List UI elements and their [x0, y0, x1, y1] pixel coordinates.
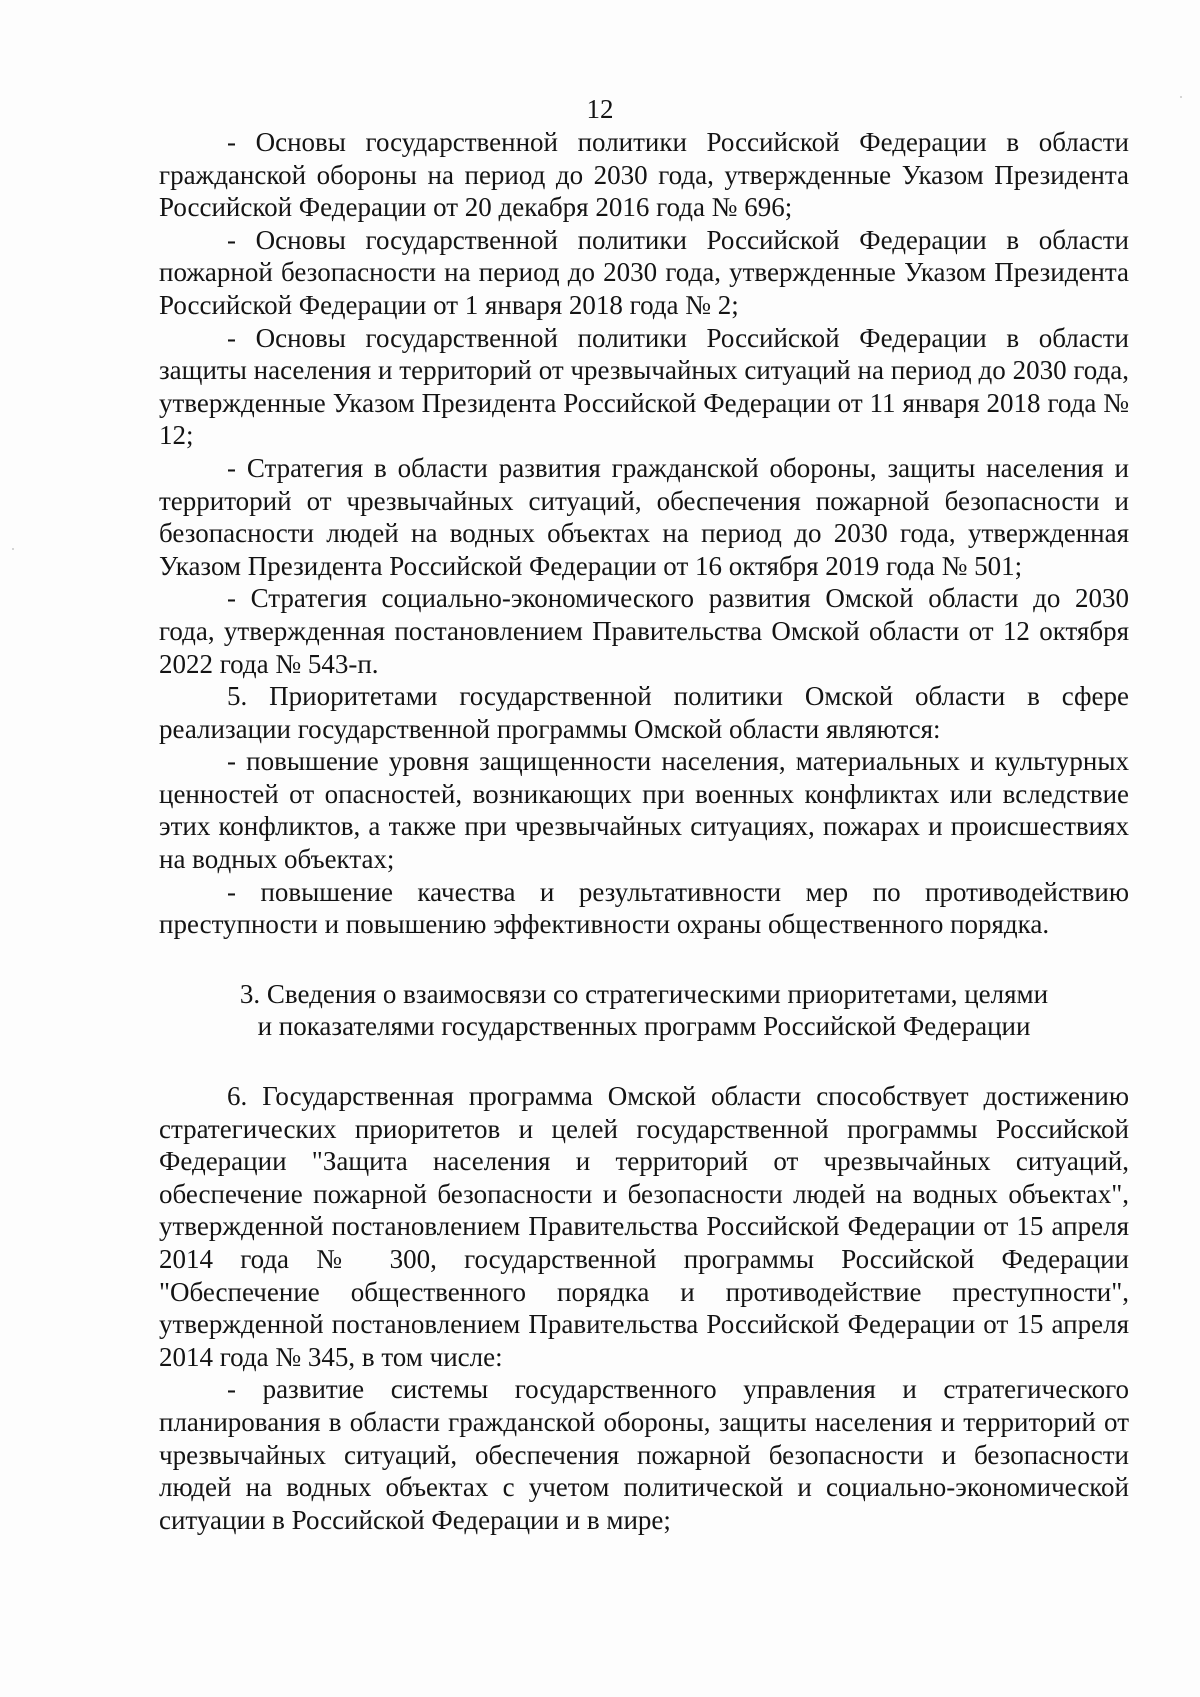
paragraph-priorities-intro: 5. Приоритетами государственной политики Омской области в сфере реализации государственной программы Омской области являются: — [159, 681, 1129, 744]
paragraph-priority-protection-level: - повышение уровня защищенности населения, материальных и культурных ценностей от опасностей, возникающих при военных конфликтах или вследствие этих конфликтов, а также при чрезвычайных ситуациях, пожарах и происшествиях на водных объектах; — [159, 746, 1129, 875]
paragraph-emergency-protection-basics: - Основы государственной политики Российской Федерации в области защиты населения и территорий от чрезвычайных ситуаций на период до 2030 года, утвержденные Указом Президента Российской Федерации от 11 января 2018 года № 12; — [159, 322, 1129, 451]
paragraph-program-contribution: 6. Государственная программа Омской области способствует достижению стратегических приоритетов и целей государственной программы Российской Федерации "Защита населения и территорий от чрезвычайных ситуаций, обеспечение пожарной безопасности и безопасности людей на водных объектах", утвержденной постановлением Правительства Российской Федерации от 15 апреля 2014 года № 300, государственной программы Российской Федерации "Обеспечение общественного порядка и противодействие преступности", утвержденной постановлением Правительства Российской Федерации от 15 апреля 2014 года № 345, в том числе: — [159, 1081, 1129, 1372]
section-heading-line-2: и показателями государственных программ Российской Федерации — [257, 1011, 1031, 1042]
paragraph-fire-safety-basics: - Основы государственной политики Российской Федерации в области пожарной безопасности на период до 2030 года, утвержденные Указом Президента Российской Федерации от 1 января 2018 года № 2; — [159, 224, 1129, 320]
section-heading-line-1: 3. Сведения о взаимосвязи со стратегическими приоритетами, целями — [239, 978, 1049, 1009]
page-number: 12 — [586, 94, 614, 124]
paragraph-priority-crime-countermeasures: - повышение качества и результативности мер по противодействию преступности и повышению эффективности охраны общественного порядка. — [159, 876, 1129, 940]
paragraph-civil-defense-strategy: - Стратегия в области развития гражданской обороны, защиты населения и территорий от чрезвычайных ситуаций, обеспечения пожарной безопасности и безопасности людей на водных объектах на период до 2030 года, утвержденная Указом Президента Российской Федерации от 16 октября 2019 года № 501; — [159, 452, 1129, 581]
paragraph-civil-defense-basics: - Основы государственной политики Российской Федерации в области гражданской обороны на период до 2030 года, утвержденные Указом Президента Российской Федерации от 20 декабря 2016 года № 696; — [159, 127, 1129, 223]
scan-artifact — [12, 548, 14, 550]
paragraph-omsk-socioeconomic-strategy: - Стратегия социально-экономического развития Омской области до 2030 года, утвержденная постановлением Правительства Омской области от 12 октября 2022 года № 543-п. — [159, 583, 1129, 679]
section-heading — [159, 978, 1129, 1043]
paragraph-governance-development: - развитие системы государственного управления и стратегического планирования в области гражданской обороны, защиты населения и территорий от чрезвычайных ситуаций, обеспечения пожарной безопасности и безопасности людей на водных объектах с учетом политической и социально-экономической ситуации в Российской Федерации и в мире; — [159, 1374, 1129, 1535]
document-body — [159, 126, 1129, 1536]
